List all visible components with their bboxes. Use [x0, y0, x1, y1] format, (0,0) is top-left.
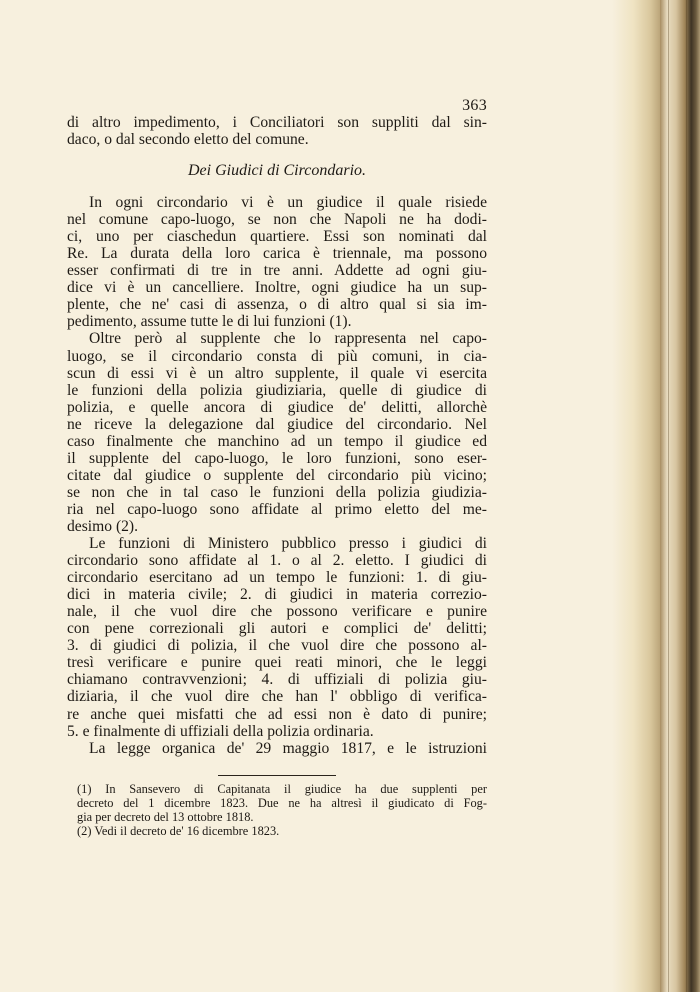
text-line: se non che in tal caso le funzioni della polizia giudizia-	[67, 483, 487, 501]
text-line: caso finalmente che manchino ad un tempo il giudice ed	[67, 432, 487, 450]
text-line: diziaria, il che vuol dire che han l' obbligo di verifica-	[67, 688, 487, 706]
text-line: con pene correzionali gli autori e complici de' delitti;	[67, 620, 487, 638]
text-line: tresì verificare e punire quei reati minori, che le leggi	[67, 654, 487, 672]
body-paragraph-2	[67, 330, 487, 535]
text-line: dici in materia civile; 2. di giudici in materia correzio-	[67, 586, 487, 604]
text-line: ci, uno per ciaschedun quartiere. Essi son nominati dal	[67, 228, 487, 246]
footnote-line: gia per decreto del 13 ottobre 1818.	[77, 810, 254, 825]
body-paragraph-3	[67, 535, 487, 740]
text-line: polizia, e quelle ancora di giudice de' delitti, allorchè	[67, 398, 487, 416]
text-line: Le funzioni di Ministero pubblico presso i giudici di	[89, 535, 487, 553]
text-line: ria nel capo-luogo sono affidate al primo eletto del me-	[67, 500, 487, 518]
text-line: di altro impedimento, i Conciliatori son suppliti dal sin-	[67, 114, 487, 131]
text-line: chiamano contravvenzioni; 4. di uffiziali di polizia giu-	[67, 671, 487, 689]
text-line: 5. e finalmente di uffiziali della polizia ordinaria.	[67, 722, 374, 740]
text-line: 3. di giudici di polizia, il che vuol dire che possono al-	[67, 637, 487, 655]
text-line: ne riceve la delegazione dal giudice del circondario. Nel	[67, 415, 487, 433]
text-line: nel comune capo-luogo, se non che Napoli ne ha dodi-	[67, 211, 487, 229]
footnote-line: (2) Vedi il decreto de' 16 dicembre 1823.	[77, 824, 280, 839]
text-line: pedimento, assume tutte le di lui funzioni (1).	[67, 313, 352, 331]
text-line: il supplente del capo-luogo, le loro funzioni, sono eser-	[67, 449, 487, 467]
footnote-2	[67, 824, 487, 838]
text-line: luogo, se il circondario consta di più comuni, in cia-	[67, 347, 487, 365]
text-line: citate dal giudice o supplente del circondario più vicino;	[67, 466, 487, 484]
page-text-block	[67, 98, 487, 838]
text-line: In ogni circondario vi è un giudice il quale risiede	[89, 194, 487, 212]
text-line: le funzioni della polizia giudiziaria, quelle di giudice di	[67, 381, 487, 399]
text-line: daco, o dal secondo eletto del comune.	[67, 131, 309, 149]
text-line: nale, il che vuol dire che possono verificare e punire	[67, 603, 487, 621]
text-line: La legge organica de' 29 maggio 1817, e le istruzioni	[89, 739, 487, 757]
section-heading: Dei Giudici di Circondario.	[187, 162, 367, 180]
text-line: circondario esercitano ad un tempo le funzioni: 1. di giu-	[67, 569, 487, 587]
text-line: Oltre però al supplente che lo rappresenta nel capo-	[89, 330, 487, 348]
text-line: dice vi è un cancelliere. Inoltre, ogni giudice ha un sup-	[67, 279, 487, 297]
footnote-separator	[218, 775, 336, 776]
spine-fold-line	[668, 0, 669, 992]
text-line: scun di essi vi è un altro supplente, il quale vi esercita	[67, 364, 487, 382]
text-line: re anche quei misfatti che ad essi non è dato di punire;	[67, 705, 487, 723]
spine-fold-line	[686, 0, 687, 992]
page-number: 363	[462, 97, 487, 114]
footnote-line: (1) In Sansevero di Capitanata il giudice ha due supplenti per	[77, 781, 487, 796]
body-paragraph-4	[67, 740, 487, 757]
book-spine	[660, 0, 700, 992]
body-paragraph-1	[67, 194, 487, 330]
text-line: plente, che ne' casi di assenza, o di altro qual si sia im-	[67, 296, 487, 314]
footnote-1	[67, 782, 487, 825]
footnote-line: decreto del 1 dicembre 1823. Due ne ha altresì il giudicato di Fog-	[77, 795, 487, 810]
page-edge-shadow	[612, 0, 660, 992]
text-line: Re. La durata della loro carica è triennale, ma possono	[67, 245, 487, 263]
intro-paragraph	[67, 114, 487, 148]
text-line: desimo (2).	[67, 517, 139, 535]
text-line: circondario sono affidate al 1. o al 2. eletto. I giudici di	[67, 552, 487, 570]
text-line: esser confirmati di tre in tre anni. Addette ad ogni giu-	[67, 262, 487, 280]
